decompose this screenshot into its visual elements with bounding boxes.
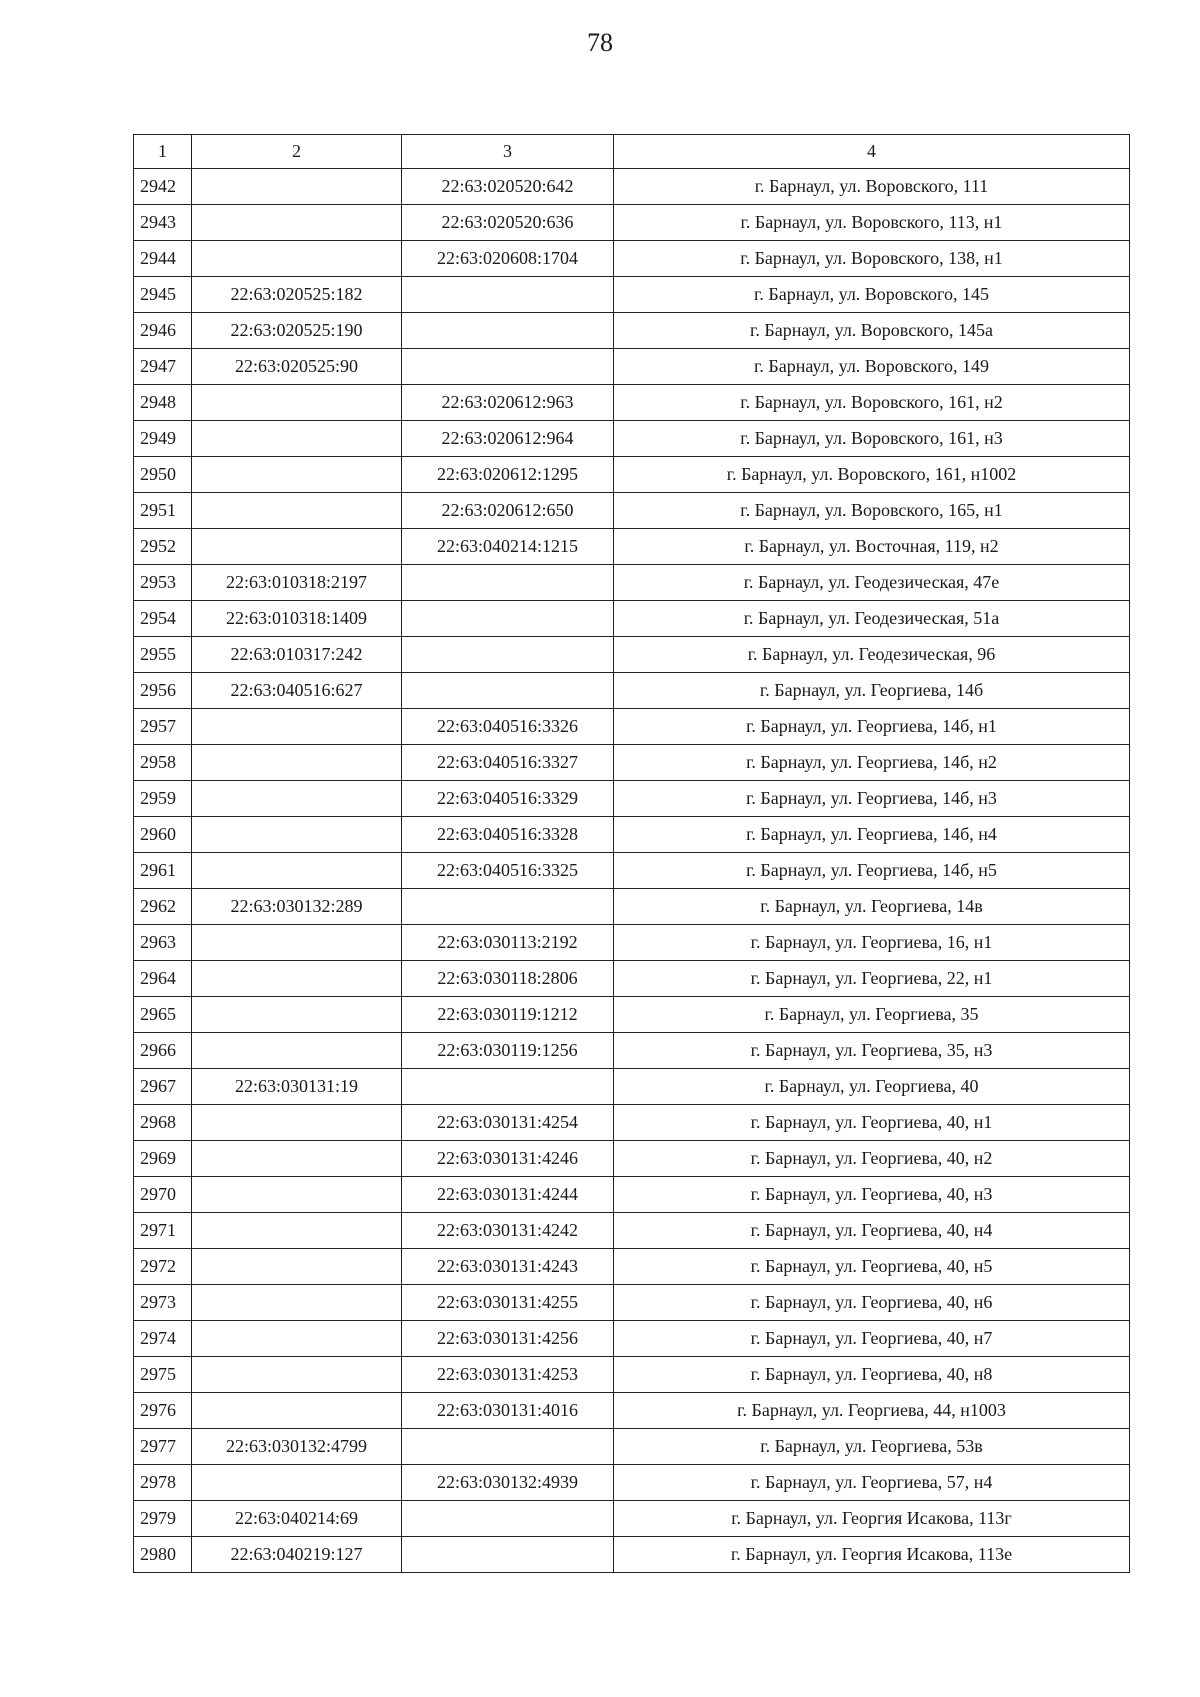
address: г. Барнаул, ул. Георгиева, 40, н4: [614, 1213, 1130, 1249]
cadastral-number-col3: 22:63:030131:4243: [402, 1249, 614, 1285]
row-number: 2975: [134, 1357, 192, 1393]
cadastral-number-col3: 22:63:020612:650: [402, 493, 614, 529]
table-row: [134, 529, 1130, 565]
cadastral-number-col2: [192, 1393, 402, 1429]
address: г. Барнаул, ул. Георгиева, 44, н1003: [614, 1393, 1130, 1429]
row-number: 2972: [134, 1249, 192, 1285]
cadastral-number-col2: 22:63:030131:19: [192, 1069, 402, 1105]
table-row: [134, 277, 1130, 313]
cadastral-number-col3: 22:63:020520:636: [402, 205, 614, 241]
cadastral-number-col3: 22:63:040516:3327: [402, 745, 614, 781]
cadastral-number-col3: 22:63:030119:1256: [402, 1033, 614, 1069]
page-number: 78: [587, 28, 613, 57]
header-col-2: 2: [192, 135, 402, 169]
row-number: 2962: [134, 889, 192, 925]
row-number: 2967: [134, 1069, 192, 1105]
row-number: 2949: [134, 421, 192, 457]
address: г. Барнаул, ул. Воровского, 161, н3: [614, 421, 1130, 457]
address: г. Барнаул, ул. Георгиева, 40, н3: [614, 1177, 1130, 1213]
table-row: [134, 385, 1130, 421]
address: г. Барнаул, ул. Воровского, 149: [614, 349, 1130, 385]
row-number: 2979: [134, 1501, 192, 1537]
cadastral-number-col3: 22:63:030131:4254: [402, 1105, 614, 1141]
table-row: [134, 349, 1130, 385]
table-row: [134, 709, 1130, 745]
address: г. Барнаул, ул. Воровского, 111: [614, 169, 1130, 205]
cadastral-number-col3: 22:63:030131:4256: [402, 1321, 614, 1357]
cadastral-number-col3: 22:63:040516:3328: [402, 817, 614, 853]
cadastral-number-col2: [192, 529, 402, 565]
address: г. Барнаул, ул. Восточная, 119, н2: [614, 529, 1130, 565]
row-number: 2971: [134, 1213, 192, 1249]
row-number: 2978: [134, 1465, 192, 1501]
row-number: 2963: [134, 925, 192, 961]
table-row: [134, 1321, 1130, 1357]
registry-table: [133, 134, 1130, 1573]
row-number: 2942: [134, 169, 192, 205]
address: г. Барнаул, ул. Георгиева, 40, н5: [614, 1249, 1130, 1285]
address: г. Барнаул, ул. Георгиева, 14б, н2: [614, 745, 1130, 781]
row-number: 2954: [134, 601, 192, 637]
cadastral-number-col2: [192, 421, 402, 457]
row-number: 2958: [134, 745, 192, 781]
cadastral-number-col2: [192, 241, 402, 277]
cadastral-number-col3: [402, 889, 614, 925]
cadastral-number-col2: [192, 1285, 402, 1321]
address: г. Барнаул, ул. Воровского, 161, н2: [614, 385, 1130, 421]
cadastral-number-col2: [192, 1033, 402, 1069]
row-number: 2964: [134, 961, 192, 997]
row-number: 2977: [134, 1429, 192, 1465]
table-row: [134, 925, 1130, 961]
cadastral-number-col3: 22:63:040214:1215: [402, 529, 614, 565]
cadastral-number-col2: [192, 169, 402, 205]
address: г. Барнаул, ул. Георгия Исакова, 113г: [614, 1501, 1130, 1537]
table-row: [134, 1105, 1130, 1141]
cadastral-number-col3: 22:63:030131:4253: [402, 1357, 614, 1393]
cadastral-number-col2: 22:63:040219:127: [192, 1537, 402, 1573]
table-row: [134, 565, 1130, 601]
row-number: 2976: [134, 1393, 192, 1429]
address: г. Барнаул, ул. Геодезическая, 47е: [614, 565, 1130, 601]
cadastral-number-col3: [402, 637, 614, 673]
cadastral-number-col3: 22:63:030119:1212: [402, 997, 614, 1033]
cadastral-number-col2: 22:63:030132:289: [192, 889, 402, 925]
cadastral-number-col2: [192, 457, 402, 493]
address: г. Барнаул, ул. Георгиева, 53в: [614, 1429, 1130, 1465]
table-row: [134, 601, 1130, 637]
address: г. Барнаул, ул. Георгиева, 14б, н5: [614, 853, 1130, 889]
row-number: 2952: [134, 529, 192, 565]
cadastral-number-col2: [192, 853, 402, 889]
row-number: 2946: [134, 313, 192, 349]
table-row: [134, 205, 1130, 241]
table-row: [134, 853, 1130, 889]
address: г. Барнаул, ул. Воровского, 165, н1: [614, 493, 1130, 529]
cadastral-number-col2: [192, 1321, 402, 1357]
address: г. Барнаул, ул. Воровского, 138, н1: [614, 241, 1130, 277]
table-row: [134, 673, 1130, 709]
row-number: 2969: [134, 1141, 192, 1177]
table-row: [134, 1177, 1130, 1213]
row-number: 2951: [134, 493, 192, 529]
cadastral-number-col3: 22:63:040516:3326: [402, 709, 614, 745]
row-number: 2968: [134, 1105, 192, 1141]
address: г. Барнаул, ул. Воровского, 161, н1002: [614, 457, 1130, 493]
address: г. Барнаул, ул. Геодезическая, 96: [614, 637, 1130, 673]
table-row: [134, 1213, 1130, 1249]
table-row: [134, 241, 1130, 277]
row-number: 2960: [134, 817, 192, 853]
address: г. Барнаул, ул. Воровского, 145: [614, 277, 1130, 313]
address: г. Барнаул, ул. Воровского, 145а: [614, 313, 1130, 349]
cadastral-number-col2: 22:63:030132:4799: [192, 1429, 402, 1465]
cadastral-number-col2: 22:63:040516:627: [192, 673, 402, 709]
cadastral-number-col2: [192, 1213, 402, 1249]
table-row: [134, 781, 1130, 817]
address: г. Барнаул, ул. Георгия Исакова, 113е: [614, 1537, 1130, 1573]
cadastral-number-col3: 22:63:020608:1704: [402, 241, 614, 277]
address: г. Барнаул, ул. Георгиева, 16, н1: [614, 925, 1130, 961]
cadastral-number-col3: 22:63:030131:4244: [402, 1177, 614, 1213]
row-number: 2953: [134, 565, 192, 601]
cadastral-number-col2: [192, 1249, 402, 1285]
row-number: 2974: [134, 1321, 192, 1357]
table-row: [134, 745, 1130, 781]
cadastral-number-col3: [402, 601, 614, 637]
cadastral-number-col2: [192, 1177, 402, 1213]
row-number: 2966: [134, 1033, 192, 1069]
cadastral-number-col3: [402, 1429, 614, 1465]
cadastral-number-col2: 22:63:010318:2197: [192, 565, 402, 601]
cadastral-number-col2: [192, 1357, 402, 1393]
cadastral-number-col3: [402, 277, 614, 313]
address: г. Барнаул, ул. Георгиева, 40: [614, 1069, 1130, 1105]
cadastral-number-col2: [192, 925, 402, 961]
cadastral-number-col3: 22:63:030131:4255: [402, 1285, 614, 1321]
cadastral-number-col3: [402, 1537, 614, 1573]
row-number: 2948: [134, 385, 192, 421]
table-row: [134, 997, 1130, 1033]
row-number: 2957: [134, 709, 192, 745]
cadastral-number-col3: 22:63:030131:4246: [402, 1141, 614, 1177]
cadastral-number-col2: [192, 493, 402, 529]
row-number: 2970: [134, 1177, 192, 1213]
table-row: [134, 313, 1130, 349]
table-row: [134, 1069, 1130, 1105]
table-body: [134, 169, 1130, 1573]
address: г. Барнаул, ул. Георгиева, 40, н7: [614, 1321, 1130, 1357]
table-row: [134, 1285, 1130, 1321]
table-row: [134, 1537, 1130, 1573]
cadastral-number-col2: [192, 997, 402, 1033]
table-row: [134, 421, 1130, 457]
table-row: [134, 1357, 1130, 1393]
cadastral-number-col2: [192, 817, 402, 853]
address: г. Барнаул, ул. Геодезическая, 51а: [614, 601, 1130, 637]
cadastral-number-col2: 22:63:020525:182: [192, 277, 402, 313]
row-number: 2950: [134, 457, 192, 493]
address: г. Барнаул, ул. Георгиева, 40, н8: [614, 1357, 1130, 1393]
table-row: [134, 1501, 1130, 1537]
row-number: 2973: [134, 1285, 192, 1321]
address: г. Барнаул, ул. Воровского, 113, н1: [614, 205, 1130, 241]
table-row: [134, 637, 1130, 673]
table-row: [134, 1141, 1130, 1177]
address: г. Барнаул, ул. Георгиева, 40, н1: [614, 1105, 1130, 1141]
cadastral-number-col3: [402, 673, 614, 709]
address: г. Барнаул, ул. Георгиева, 14б, н1: [614, 709, 1130, 745]
cadastral-number-col3: 22:63:030131:4242: [402, 1213, 614, 1249]
table-row: [134, 1249, 1130, 1285]
header-col-3: 3: [402, 135, 614, 169]
cadastral-number-col2: 22:63:010318:1409: [192, 601, 402, 637]
row-number: 2956: [134, 673, 192, 709]
cadastral-number-col2: [192, 385, 402, 421]
table-row: [134, 961, 1130, 997]
cadastral-number-col2: 22:63:020525:90: [192, 349, 402, 385]
row-number: 2959: [134, 781, 192, 817]
cadastral-number-col2: [192, 781, 402, 817]
address: г. Барнаул, ул. Георгиева, 22, н1: [614, 961, 1130, 997]
cadastral-number-col2: [192, 961, 402, 997]
address: г. Барнаул, ул. Георгиева, 35: [614, 997, 1130, 1033]
cadastral-number-col2: 22:63:010317:242: [192, 637, 402, 673]
cadastral-number-col3: 22:63:020612:1295: [402, 457, 614, 493]
header-col-4: 4: [614, 135, 1130, 169]
address: г. Барнаул, ул. Георгиева, 14б, н3: [614, 781, 1130, 817]
cadastral-number-col2: 22:63:040214:69: [192, 1501, 402, 1537]
row-number: 2947: [134, 349, 192, 385]
cadastral-number-col3: 22:63:040516:3329: [402, 781, 614, 817]
cadastral-number-col3: 22:63:020612:964: [402, 421, 614, 457]
table-header: [134, 135, 1130, 169]
cadastral-number-col2: [192, 1105, 402, 1141]
header-row: [134, 135, 1130, 169]
cadastral-number-col3: 22:63:030132:4939: [402, 1465, 614, 1501]
table-row: [134, 1033, 1130, 1069]
cadastral-number-col3: 22:63:030131:4016: [402, 1393, 614, 1429]
address: г. Барнаул, ул. Георгиева, 57, н4: [614, 1465, 1130, 1501]
cadastral-number-col3: [402, 349, 614, 385]
cadastral-number-col2: [192, 709, 402, 745]
cadastral-number-col3: [402, 1501, 614, 1537]
cadastral-number-col3: [402, 1069, 614, 1105]
row-number: 2980: [134, 1537, 192, 1573]
address: г. Барнаул, ул. Георгиева, 40, н6: [614, 1285, 1130, 1321]
row-number: 2943: [134, 205, 192, 241]
cadastral-number-col3: [402, 313, 614, 349]
address: г. Барнаул, ул. Георгиева, 40, н2: [614, 1141, 1130, 1177]
table-row: [134, 889, 1130, 925]
cadastral-number-col3: 22:63:020520:642: [402, 169, 614, 205]
cadastral-number-col2: 22:63:020525:190: [192, 313, 402, 349]
cadastral-number-col3: 22:63:030113:2192: [402, 925, 614, 961]
cadastral-number-col3: [402, 565, 614, 601]
cadastral-number-col2: [192, 1465, 402, 1501]
table-row: [134, 1429, 1130, 1465]
cadastral-number-col3: 22:63:030118:2806: [402, 961, 614, 997]
table-row: [134, 493, 1130, 529]
table-row: [134, 1393, 1130, 1429]
header-col-1: 1: [134, 135, 192, 169]
row-number: 2955: [134, 637, 192, 673]
cadastral-number-col3: 22:63:040516:3325: [402, 853, 614, 889]
cadastral-number-col2: [192, 745, 402, 781]
address: г. Барнаул, ул. Георгиева, 14б: [614, 673, 1130, 709]
row-number: 2944: [134, 241, 192, 277]
row-number: 2945: [134, 277, 192, 313]
address: г. Барнаул, ул. Георгиева, 35, н3: [614, 1033, 1130, 1069]
table-row: [134, 457, 1130, 493]
table-row: [134, 169, 1130, 205]
cadastral-number-col3: 22:63:020612:963: [402, 385, 614, 421]
table-row: [134, 1465, 1130, 1501]
cadastral-number-col2: [192, 205, 402, 241]
table-row: [134, 817, 1130, 853]
address: г. Барнаул, ул. Георгиева, 14в: [614, 889, 1130, 925]
row-number: 2965: [134, 997, 192, 1033]
row-number: 2961: [134, 853, 192, 889]
address: г. Барнаул, ул. Георгиева, 14б, н4: [614, 817, 1130, 853]
cadastral-number-col2: [192, 1141, 402, 1177]
